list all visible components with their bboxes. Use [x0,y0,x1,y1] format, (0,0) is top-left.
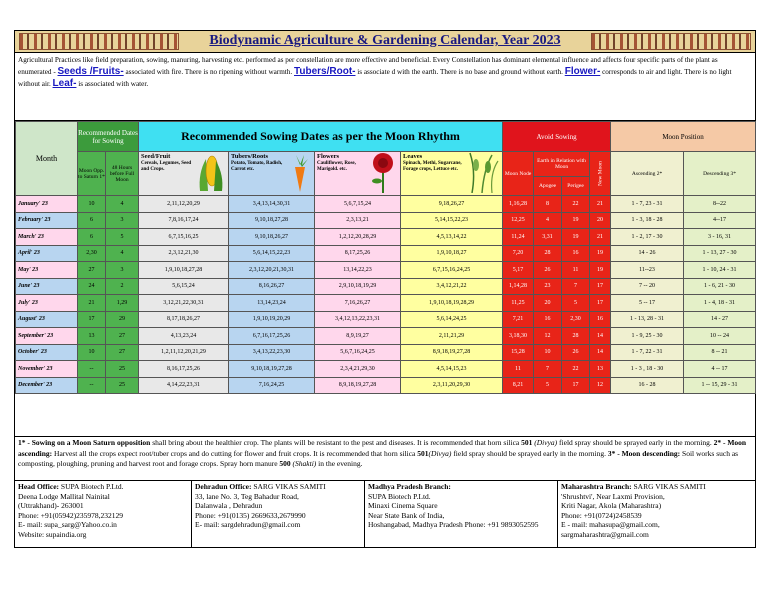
before-full-cell: 25 [106,361,139,378]
descending-cell: 1 - 13, 27 - 30 [684,245,756,262]
flower-cell: 3,4,12,13,22,23,31 [315,311,401,328]
flower-cell: 2,9,10,18,19,29 [315,278,401,295]
apogee-cell: 12 [534,328,562,345]
tuber-cell: 1,9,10,19,20,29 [229,311,315,328]
new-moon-cell: 19 [590,262,611,279]
leaf-cell: 9,18,26,27 [401,196,503,213]
moon-node-cell: 11,25 [503,295,534,312]
seed-cell: 8,16,17,25,26 [139,361,229,378]
note2-501: 501 [417,448,429,458]
tuber-cell: 9,10,18,19,27,28 [229,361,315,378]
office-heading: Dehradun Office: [195,482,252,491]
flower-cell: 7,16,26,27 [315,295,401,312]
tuber-cell: 2,3,12,20,21,30,31 [229,262,315,279]
apogee-cell: 20 [534,295,562,312]
office-line: 33, lane No. 3, Teg Bahadur Road, [195,491,299,501]
apogee-cell: 3,31 [534,229,562,246]
keyword-leaf: Leaf- [52,78,77,89]
moon-node-cell: 12,25 [503,212,534,229]
month-cell: February' 23 [16,212,78,229]
sowing-calendar-table [15,121,756,394]
descending-cell: 1 - 10, 24 - 31 [684,262,756,279]
seed-cell: 1,9,10,18,27,28 [139,262,229,279]
perigee-cell: 7 [562,278,590,295]
moon-node-cell: 3,18,30 [503,328,534,345]
descending-header: Descending 3* [684,152,756,196]
table-row [16,212,756,229]
moon-opp-cell: 21 [78,295,106,312]
position-header: Moon Position [611,122,756,152]
perigee-cell: 5 [562,295,590,312]
office-block [365,481,558,547]
perigee-cell: 28 [562,328,590,345]
before-full-cell: 29 [106,311,139,328]
seed-label: Seed/Fruit [141,153,171,160]
leaf-cell: 5,14,15,22,23 [401,212,503,229]
flower-cell: 5,6,7,15,24 [315,196,401,213]
flower-cell: 1,2,12,20,28,29 [315,229,401,246]
note1-tail: field spray should be sprayed early in the morning. [557,438,714,447]
ascending-cell: 7 -- 20 [611,278,684,295]
leaf-cell: 8,9,18,19,27,28 [401,344,503,361]
perigee-cell: 26 [562,344,590,361]
intro-text: is associated with water. [76,80,149,88]
intro-paragraph [15,53,755,121]
new-moon-cell: 19 [590,245,611,262]
seed-cell: 7,8,16,17,24 [139,212,229,229]
office-line: (Uttrakhand)- 263001 [18,501,84,510]
office-addresses [15,481,755,547]
apogee-cell: 26 [534,262,562,279]
note2-text: Harvest all the crops expect root/tuber crops and do cutting for flower and fruit crops. It is recommended that horn silica [52,448,418,458]
new-moon-cell: 17 [590,278,611,295]
perigee-cell: 11 [562,262,590,279]
moon-node-cell: 7,20 [503,245,534,262]
office-block [558,481,755,547]
seed-header [139,152,229,196]
perigee-cell: 2,30 [562,311,590,328]
office-block [15,481,192,547]
flower-label: Flowers [317,153,340,160]
intro-text: corresponds to air and light. There is no light without air. [18,68,732,88]
before-full-cell: 4 [106,196,139,213]
before-full-cell: 5 [106,229,139,246]
ascending-cell: 1 - 3, 18 - 28 [611,212,684,229]
intro-text: is associate d with the earth. There is no base and ground without earth. [355,68,565,76]
before-full-cell: 2 [106,278,139,295]
keyword-flower: Flower- [564,66,601,77]
office-block [192,481,365,547]
ascending-cell: 1 - 7, 23 - 31 [611,196,684,213]
note3-tail: in the evening. [316,459,363,468]
title-bar [15,31,755,53]
flower-desc: Cauliflower, Rose, Marigold. etc. [317,161,356,172]
seed-cell: 5,6,15,24 [139,278,229,295]
moon-opp-cell: -- [78,377,106,394]
flower-cell: 5,6,7,16,24,25 [315,344,401,361]
tuber-cell: 6,7,16,17,25,26 [229,328,315,345]
table-row [16,311,756,328]
moon-node-cell: 1,14,28 [503,278,534,295]
apogee-cell: 10 [534,344,562,361]
table-row [16,278,756,295]
ascending-cell: 14 - 26 [611,245,684,262]
apogee-cell: 23 [534,278,562,295]
flower-cell: 8,17,25,26 [315,245,401,262]
leaf-cell: 2,3,11,20,29,30 [401,377,503,394]
apogee-cell: 28 [534,245,562,262]
leaf-cell: 1,9,10,18,27 [401,245,503,262]
note3-shakti: (Shakti) [290,459,317,468]
keyword-seeds: Seeds /Fruits- [57,66,124,77]
flower-cell: 2,3,13,21 [315,212,401,229]
moon-opp-cell: 6 [78,212,106,229]
month-cell: January' 23 [16,196,78,213]
office-line: Dalanwala , Dehradun [195,501,263,510]
office-line: Kriti Nagar, Akola (Maharashtra) [561,501,662,510]
apogee-cell: 7 [534,361,562,378]
moon-opp-cell: -- [78,361,106,378]
moon-opp-cell: 27 [78,262,106,279]
flower-cell: 2,3,4,21,29,30 [315,361,401,378]
before-full-cell: 27 [106,344,139,361]
tuber-desc: Potato, Tomato, Radish, Carrot etc. [231,161,283,172]
ascending-cell: 1 - 13, 28 - 31 [611,311,684,328]
ascending-cell: 16 - 28 [611,377,684,394]
month-cell: March' 23 [16,229,78,246]
ascending-cell: 5 -- 17 [611,295,684,312]
new-moon-cell: 20 [590,212,611,229]
seed-desc: Cereals, Legumes, Seed and Crops. [141,161,192,172]
tuber-cell: 7,16,24,25 [229,377,315,394]
moon-node-header: Moon Node [503,152,534,196]
perigee-cell: 16 [562,245,590,262]
apogee-cell: 16 [534,311,562,328]
tuber-label: Tubers/Roots [231,153,268,160]
before-full-cell: 4 [106,245,139,262]
before-full-cell: 1,29 [106,295,139,312]
tuber-cell: 5,6,14,15,22,23 [229,245,315,262]
moon-node-cell: 5,17 [503,262,534,279]
apogee-cell: 8 [534,196,562,213]
month-cell: May' 23 [16,262,78,279]
apogee-cell: 5 [534,377,562,394]
new-moon-cell: 14 [590,344,611,361]
moon-opp-cell: 13 [78,328,106,345]
moon-opp-cell: 10 [78,196,106,213]
intro-text: associated with fire. There is no ripening without warmth. [123,68,294,76]
earth-relation-header: Earth in Relation with Moon [534,152,590,177]
office-name: SUPA Biotech P.Ltd. [59,482,124,491]
descending-cell: 4 -- 17 [684,361,756,378]
office-name: SARG VIKAS SAMITI [631,482,706,491]
ascending-header: Ascending 2* [611,152,684,196]
note1-text: shall bring about the healthier crop. The plants will be resistant to the pest and diseases. It is recommended that horn silica [150,438,522,447]
office-line: E - mail: mahasupa@gmail.com, [561,520,660,529]
new-moon-cell: 21 [590,196,611,213]
moon-node-cell: 11,24 [503,229,534,246]
descending-cell: 3 - 16, 31 [684,229,756,246]
moon-opp-cell: 24 [78,278,106,295]
descending-cell: 10 -- 24 [684,328,756,345]
ascending-cell: 1 - 2, 17 - 30 [611,229,684,246]
leaf-cell: 5,6,14,24,25 [401,311,503,328]
seed-cell: 4,13,23,24 [139,328,229,345]
flower-cell: 8,9,19,27 [315,328,401,345]
month-header: Month [16,122,78,196]
note2-heading: 2* - Moon ascending: [18,438,747,458]
new-moon-cell: 17 [590,295,611,312]
leaf-cell: 6,7,15,16,24,25 [401,262,503,279]
notes-section [15,436,755,481]
apogee-cell: 4 [534,212,562,229]
new-moon-header [590,152,611,196]
table-row [16,328,756,345]
seed-cell: 3,12,21,22,30,31 [139,295,229,312]
ascending-cell: 1 - 3 , 18 - 30 [611,361,684,378]
before-full-header: 48 Hours before Full Moon [106,152,139,196]
apogee-header: Apogee [534,177,562,196]
note1-501: 501 [521,438,533,447]
perigee-cell: 17 [562,377,590,394]
note3-500: 500 [279,459,291,468]
before-full-cell: 25 [106,377,139,394]
office-heading: Head Office: [18,482,60,491]
calendar-document [14,30,756,548]
perigee-cell: 19 [562,212,590,229]
new-moon-cell: 14 [590,328,611,345]
new-moon-cell: 13 [590,361,611,378]
leaf-label: Leaves [403,153,423,160]
leaf-desc: Spinach, Methi, Sugarcane, Forage crops, Lettuce etc. [403,161,462,172]
new-moon-label: New Moon [597,161,604,186]
office-line: Phone: +91(0135) 2669633,2679990 [195,510,306,520]
note2-tail: field spray should be sprayed early in the morning. [451,448,608,458]
seed-cell: 2,3,12,21,30 [139,245,229,262]
ascending-cell: 11--23 [611,262,684,279]
table-row [16,229,756,246]
table-row [16,377,756,394]
descending-cell: 1 -- 15, 29 - 31 [684,377,756,394]
descending-cell: 8 -- 21 [684,344,756,361]
office-heading: Maharashtra Branch: [561,482,632,491]
new-moon-cell: 21 [590,229,611,246]
table-row [16,262,756,279]
before-full-cell: 27 [106,328,139,345]
moon-node-cell: 15,28 [503,344,534,361]
table-row [16,344,756,361]
flower-cell: 13,14,22,23 [315,262,401,279]
leaf-cell: 1,9,10,18,19,28,29 [401,295,503,312]
flower-cell: 8,9,18,19,27,28 [315,377,401,394]
office-line: Phone: +91(0724)2458539 [561,510,642,520]
descending-cell: 14 - 27 [684,311,756,328]
month-cell: June' 23 [16,278,78,295]
perigee-header: Perigee [562,177,590,196]
leaf-header [401,152,503,196]
tribal-art-right [591,33,751,50]
seed-cell: 1,2,11,12,20,21,29 [139,344,229,361]
office-line: Minaxi Cinema Square [368,501,438,510]
main-header: Recommended Sowing Dates as per the Moon Rhythm [139,122,503,152]
moon-node-cell: 8,21 [503,377,534,394]
month-cell: September' 23 [16,328,78,345]
seed-cell: 4,14,22,23,31 [139,377,229,394]
moon-node-cell: 7,21 [503,311,534,328]
office-line: E- mail: supa_sarg@Yahoo.co.in [18,520,117,529]
office-line: Near State Bank of India, [368,510,445,520]
office-line: Website: supaindia.org [18,529,87,539]
tribal-art-left [19,33,179,50]
descending-cell: 8--22 [684,196,756,213]
recommended-header: Recommended Dates for Sowing [78,122,139,152]
moon-opp-cell: 2,30 [78,245,106,262]
office-line: Deena Lodge Mallital Nainital [18,491,110,501]
table-row [16,295,756,312]
office-line: SUPA Biotech P.Ltd. [368,491,431,501]
descending-cell: 1 - 4, 18 - 31 [684,295,756,312]
leaf-cell: 2,11,21,29 [401,328,503,345]
note1-divya: (Divya) [532,438,558,447]
tuber-cell: 3,4,13,22,23,30 [229,344,315,361]
perigee-cell: 19 [562,229,590,246]
perigee-cell: 22 [562,361,590,378]
month-cell: October' 23 [16,344,78,361]
ascending-cell: 1 - 9, 25 - 30 [611,328,684,345]
month-cell: November' 23 [16,361,78,378]
office-line: Hoshangabad, Madhya Pradesh Phone: +91 9893052595 [368,520,539,529]
month-cell: August' 23 [16,311,78,328]
table-row [16,245,756,262]
new-moon-cell: 16 [590,311,611,328]
moon-node-cell: 11 [503,361,534,378]
tuber-cell: 9,10,18,26,27 [229,229,315,246]
descending-cell: 1 - 6, 21 - 30 [684,278,756,295]
tuber-cell: 8,16,26,27 [229,278,315,295]
moon-opp-cell: 10 [78,344,106,361]
note1-heading: 1* - Sowing on a Moon Saturn opposition [18,438,151,447]
moon-opp-cell: 6 [78,229,106,246]
office-line: sargmaharashtra@gmail.com [561,529,649,539]
office-line: 'Shrushtvi', Near Laxmi Provision, [561,491,665,501]
note3-heading: 3* - Moon descending: [607,448,681,458]
avoid-header: Avoid Sowing [503,122,611,152]
month-cell: December' 23 [16,377,78,394]
page-title: Biodynamic Agriculture & Gardening Calendar, Year 2023 [209,33,561,48]
moon-node-cell: 1,16,28 [503,196,534,213]
table-row [16,361,756,378]
tuber-header [229,152,315,196]
flower-header [315,152,401,196]
note3-text: Soil works such as composting, ploughing, pruning and harvest root and forage crops. Spray horn manure [18,448,739,468]
intro-text: Agricultural Practices like field preparation, sowing, manuring, harvesting etc. performed as per constellation are more effective and beneficial. Every Constellation has dominant elemental influence and affects four specific parts of the plant as enumerated - [18,56,718,76]
leaf-cell: 4,5,13,14,22 [401,229,503,246]
keyword-tubers: Tubers/Root- [294,66,356,77]
leaf-cell: 4,5,14,15,23 [401,361,503,378]
tuber-cell: 3,4,13,14,30,31 [229,196,315,213]
month-cell: July' 23 [16,295,78,312]
moon-opp-cell: 17 [78,311,106,328]
before-full-cell: 3 [106,262,139,279]
new-moon-cell: 12 [590,377,611,394]
office-heading: Madhya Pradesh Branch: [368,482,451,491]
table-row [16,196,756,213]
seed-cell: 6,7,15,16,25 [139,229,229,246]
ascending-cell: 1 - 7, 22 - 31 [611,344,684,361]
leaf-cell: 3,4,12,21,22 [401,278,503,295]
office-line: Phone: +91(05942)235978,232129 [18,510,124,520]
seed-cell: 8,17,18,26,27 [139,311,229,328]
office-line: E- mail: sargdehradun@gmail.com [195,520,301,529]
tuber-cell: 9,10,18,27,28 [229,212,315,229]
office-name: SARG VIKAS SAMITI [251,482,326,491]
seed-cell: 2,11,12,20,29 [139,196,229,213]
descending-cell: 4--17 [684,212,756,229]
perigee-cell: 22 [562,196,590,213]
tuber-cell: 13,14,23,24 [229,295,315,312]
month-cell: April' 23 [16,245,78,262]
moon-opp-header: Moon Opp. to Saturn 1* [78,152,106,196]
before-full-cell: 3 [106,212,139,229]
note2-divya: (Divya) [428,448,452,458]
